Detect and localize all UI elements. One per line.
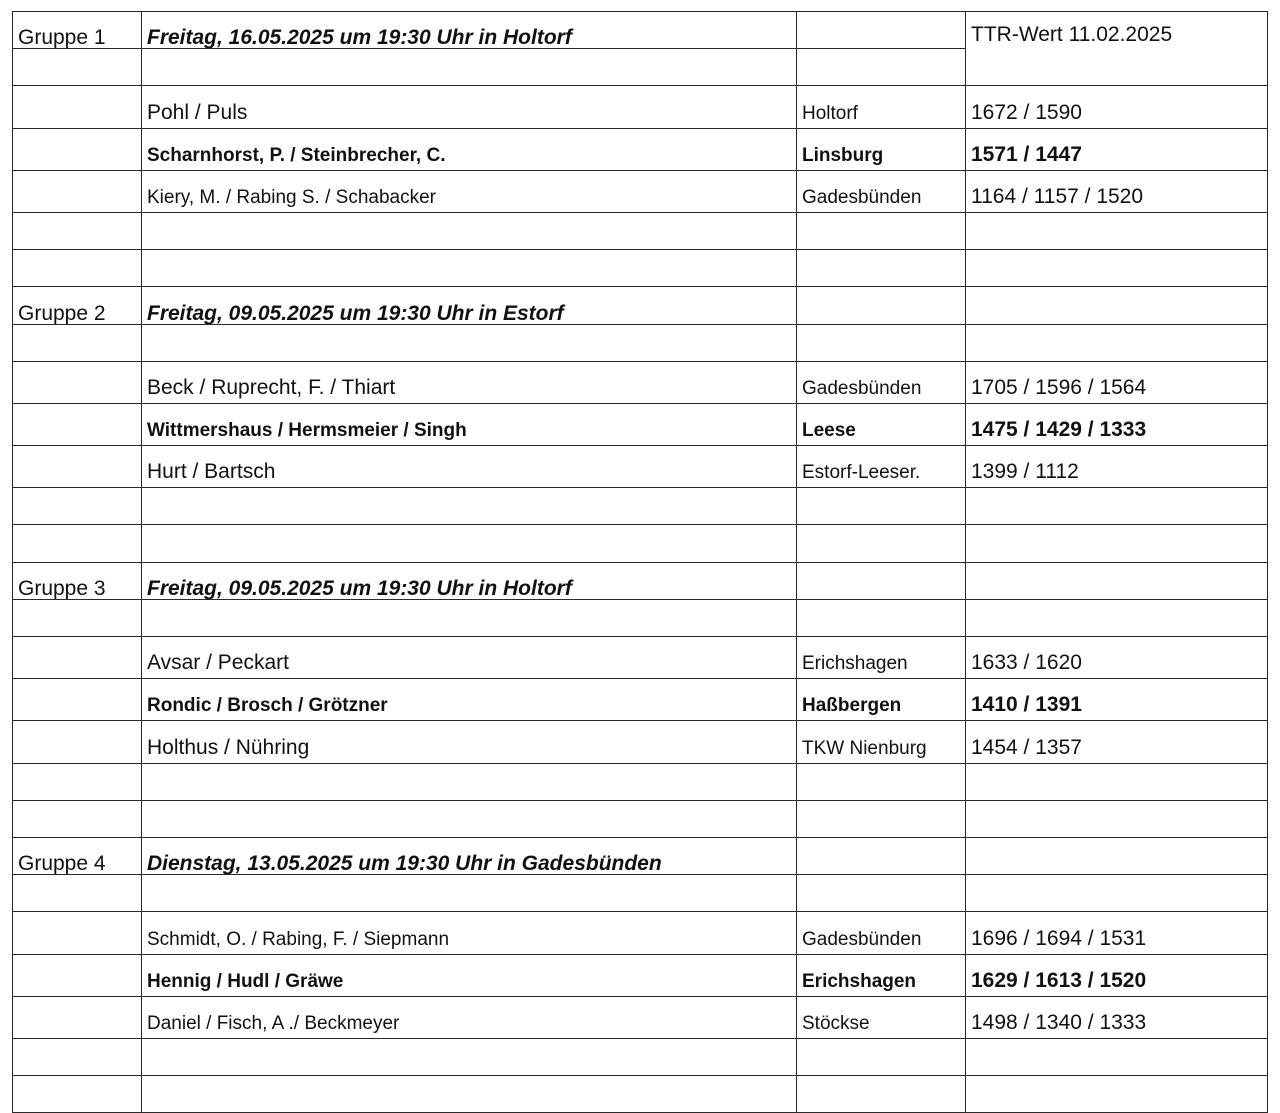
empty-cell [13, 212, 142, 249]
team-row [13, 721, 1268, 763]
team-players: Hurt / Bartsch [142, 446, 797, 488]
empty-cell [13, 721, 142, 763]
empty-cell [13, 403, 142, 445]
team-players: Hennig / Hudl / Gräwe [142, 954, 797, 996]
empty-cell [142, 525, 797, 562]
empty-cell [13, 763, 142, 800]
team-ttr-values: 1475 / 1429 / 1333 [966, 403, 1268, 445]
empty-cell [142, 1076, 797, 1113]
empty-cell [142, 212, 797, 249]
empty-cell [13, 637, 142, 679]
empty-cell [13, 250, 142, 287]
empty-cell [797, 324, 966, 361]
empty-cell [797, 763, 966, 800]
empty-cell [797, 250, 966, 287]
empty-cell [13, 446, 142, 488]
empty-cell [142, 250, 797, 287]
empty-cell [13, 912, 142, 954]
team-players: Pohl / Puls [142, 86, 797, 128]
empty-cell [142, 599, 797, 636]
empty-cell [966, 763, 1268, 800]
empty-cell [797, 599, 966, 636]
empty-row [13, 1076, 1268, 1113]
team-ttr-values: 1629 / 1613 / 1520 [966, 954, 1268, 996]
team-ttr-values: 1498 / 1340 / 1333 [966, 996, 1268, 1038]
team-players: Beck / Ruprecht, F. / Thiart [142, 361, 797, 403]
team-players: Avsar / Peckart [142, 637, 797, 679]
team-players: Schmidt, O. / Rabing, F. / Siepmann [142, 912, 797, 954]
empty-cell [797, 525, 966, 562]
empty-cell [966, 324, 1268, 361]
team-row [13, 679, 1268, 721]
empty-row [13, 800, 1268, 837]
empty-cell [966, 212, 1268, 249]
empty-cell [966, 1038, 1268, 1075]
empty-cell [797, 837, 966, 874]
team-ttr-values: 1164 / 1157 / 1520 [966, 170, 1268, 212]
team-club: Gadesbünden [797, 170, 966, 212]
team-row [13, 361, 1268, 403]
match-date-heading: Freitag, 16.05.2025 um 19:30 Uhr in Holtorf [142, 12, 797, 49]
team-players: Wittmershaus / Hermsmeier / Singh [142, 403, 797, 445]
match-date-heading: Freitag, 09.05.2025 um 19:30 Uhr in Holtorf [142, 562, 797, 599]
empty-cell [966, 250, 1268, 287]
empty-cell [142, 324, 797, 361]
team-players: Scharnhorst, P. / Steinbrecher, C. [142, 128, 797, 170]
team-players: Daniel / Fisch, A ./ Beckmeyer [142, 996, 797, 1038]
empty-cell [142, 800, 797, 837]
empty-cell [797, 287, 966, 324]
team-ttr-values: 1633 / 1620 [966, 637, 1268, 679]
team-row [13, 996, 1268, 1038]
empty-cell [13, 170, 142, 212]
empty-cell [13, 525, 142, 562]
team-players: Rondic / Brosch / Grötzner [142, 679, 797, 721]
empty-cell [966, 488, 1268, 525]
group-header-row [13, 837, 1268, 874]
empty-cell [13, 86, 142, 128]
team-players: Kiery, M. / Rabing S. / Schabacker [142, 170, 797, 212]
team-club: TKW Nienburg [797, 721, 966, 763]
empty-row [13, 763, 1268, 800]
team-row [13, 170, 1268, 212]
empty-cell [797, 488, 966, 525]
empty-cell [13, 1038, 142, 1075]
empty-cell [13, 996, 142, 1038]
table-body [13, 12, 1268, 1113]
empty-cell [13, 1076, 142, 1113]
empty-cell [966, 1076, 1268, 1113]
empty-row [13, 212, 1268, 249]
team-ttr-values: 1454 / 1357 [966, 721, 1268, 763]
team-ttr-values: 1410 / 1391 [966, 679, 1268, 721]
spacer-row [13, 599, 1268, 636]
group-schedule-table [12, 11, 1268, 1113]
team-ttr-values: 1399 / 1112 [966, 446, 1268, 488]
empty-cell [13, 954, 142, 996]
empty-cell [966, 525, 1268, 562]
team-row [13, 912, 1268, 954]
empty-cell [797, 12, 966, 49]
empty-row [13, 488, 1268, 525]
empty-cell [142, 763, 797, 800]
empty-cell [13, 599, 142, 636]
empty-cell [797, 875, 966, 912]
team-players: Holthus / Nühring [142, 721, 797, 763]
spacer-row [13, 875, 1268, 912]
spacer-row [13, 324, 1268, 361]
empty-cell [142, 875, 797, 912]
group-label: Gruppe 2 [13, 287, 142, 324]
team-club: Erichshagen [797, 954, 966, 996]
team-row [13, 637, 1268, 679]
group-label: Gruppe 3 [13, 562, 142, 599]
group-label: Gruppe 4 [13, 837, 142, 874]
empty-cell [142, 1038, 797, 1075]
empty-cell [966, 287, 1268, 324]
group-header-row [13, 562, 1268, 599]
team-row [13, 86, 1268, 128]
team-club: Leese [797, 403, 966, 445]
team-club: Estorf-Leeser. [797, 446, 966, 488]
team-ttr-values: 1672 / 1590 [966, 86, 1268, 128]
group-label: Gruppe 1 [13, 12, 142, 49]
empty-cell [13, 324, 142, 361]
match-date-heading: Dienstag, 13.05.2025 um 19:30 Uhr in Gadesbünden [142, 837, 797, 874]
team-club: Linsburg [797, 128, 966, 170]
group-header-row [13, 287, 1268, 324]
empty-cell [13, 679, 142, 721]
team-row [13, 128, 1268, 170]
empty-row [13, 250, 1268, 287]
empty-cell [797, 212, 966, 249]
empty-cell [966, 875, 1268, 912]
empty-cell [797, 49, 966, 86]
team-ttr-values: 1571 / 1447 [966, 128, 1268, 170]
team-club: Gadesbünden [797, 912, 966, 954]
empty-cell [142, 49, 797, 86]
team-club: Erichshagen [797, 637, 966, 679]
team-club: Haßbergen [797, 679, 966, 721]
ttr-column-header: TTR-Wert 11.02.2025 [966, 12, 1268, 86]
empty-cell [13, 488, 142, 525]
empty-cell [13, 875, 142, 912]
empty-cell [13, 361, 142, 403]
empty-cell [797, 800, 966, 837]
empty-cell [13, 128, 142, 170]
team-club: Holtorf [797, 86, 966, 128]
empty-cell [966, 800, 1268, 837]
team-club: Stöckse [797, 996, 966, 1038]
empty-cell [966, 837, 1268, 874]
team-row [13, 403, 1268, 445]
team-club: Gadesbünden [797, 361, 966, 403]
empty-row [13, 1038, 1268, 1075]
team-row [13, 954, 1268, 996]
empty-cell [966, 562, 1268, 599]
empty-cell [966, 599, 1268, 636]
team-ttr-values: 1705 / 1596 / 1564 [966, 361, 1268, 403]
empty-cell [797, 1076, 966, 1113]
team-row [13, 446, 1268, 488]
empty-cell [142, 488, 797, 525]
empty-cell [797, 562, 966, 599]
group-header-row [13, 12, 1268, 49]
empty-cell [13, 49, 142, 86]
match-date-heading: Freitag, 09.05.2025 um 19:30 Uhr in Estorf [142, 287, 797, 324]
empty-cell [13, 800, 142, 837]
empty-row [13, 525, 1268, 562]
team-ttr-values: 1696 / 1694 / 1531 [966, 912, 1268, 954]
empty-cell [797, 1038, 966, 1075]
